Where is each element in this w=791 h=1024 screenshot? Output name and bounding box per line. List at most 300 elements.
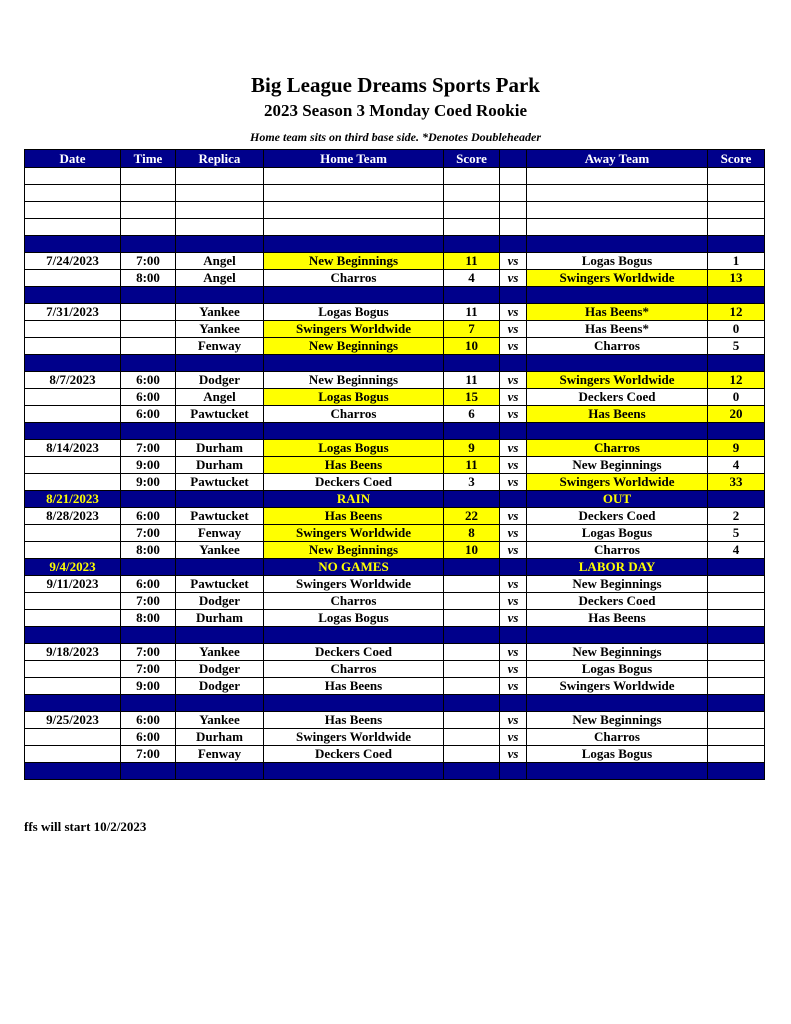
home-score-cell — [444, 576, 500, 593]
home-score-cell: 11 — [444, 457, 500, 474]
home-score-cell — [444, 729, 500, 746]
week-separator-row — [25, 355, 765, 372]
field-cell: Yankee — [176, 542, 264, 559]
home-team-cell: New Beginnings — [264, 372, 444, 389]
away-score-cell — [708, 661, 765, 678]
empty-cell — [176, 219, 264, 236]
home-score-cell: 6 — [444, 406, 500, 423]
separator-cell — [708, 763, 765, 780]
empty-cell — [121, 219, 176, 236]
away-score-cell: 33 — [708, 474, 765, 491]
time-cell: 9:00 — [121, 678, 176, 695]
separator-cell — [25, 695, 121, 712]
home-team-cell: Has Beens — [264, 678, 444, 695]
field-cell: Durham — [176, 457, 264, 474]
field-cell: Pawtucket — [176, 474, 264, 491]
separator-cell — [444, 355, 500, 372]
no-games-row — [25, 491, 765, 508]
empty-cell — [708, 202, 765, 219]
separator-cell — [121, 627, 176, 644]
field-cell: Pawtucket — [176, 576, 264, 593]
empty-cell — [444, 202, 500, 219]
col-header-home-score: Score — [444, 150, 500, 168]
game-row — [25, 372, 765, 389]
game-row — [25, 746, 765, 763]
field-cell: Yankee — [176, 304, 264, 321]
empty-cell — [500, 202, 527, 219]
away-team-cell: Swingers Worldwide — [527, 474, 708, 491]
date-cell — [25, 321, 121, 338]
empty-cell — [708, 168, 765, 185]
separator-cell — [708, 695, 765, 712]
field-cell: Yankee — [176, 321, 264, 338]
separator-cell — [527, 695, 708, 712]
separator-cell — [25, 355, 121, 372]
separator-cell — [708, 236, 765, 253]
separator-cell — [527, 236, 708, 253]
empty-cell — [25, 185, 121, 202]
away-team-cell: Deckers Coed — [527, 389, 708, 406]
away-score-cell: 4 — [708, 457, 765, 474]
separator-cell — [121, 423, 176, 440]
game-row — [25, 389, 765, 406]
vs-cell — [500, 491, 527, 508]
vs-cell: vs — [500, 321, 527, 338]
time-cell: 9:00 — [121, 474, 176, 491]
time-cell: 7:00 — [121, 253, 176, 270]
away-team-cell: Has Beens* — [527, 321, 708, 338]
empty-row — [25, 202, 765, 219]
separator-cell — [25, 627, 121, 644]
home-score-cell — [444, 678, 500, 695]
home-score-cell: 15 — [444, 389, 500, 406]
away-score-cell — [708, 610, 765, 627]
separator-cell — [500, 236, 527, 253]
separator-cell — [264, 763, 444, 780]
field-cell: Yankee — [176, 712, 264, 729]
away-team-cell: New Beginnings — [527, 457, 708, 474]
away-team-cell: Logas Bogus — [527, 525, 708, 542]
empty-cell — [708, 185, 765, 202]
time-cell — [121, 491, 176, 508]
time-cell — [121, 304, 176, 321]
table-header-row — [25, 150, 765, 168]
home-score-cell — [444, 491, 500, 508]
away-score-cell — [708, 729, 765, 746]
vs-cell: vs — [500, 406, 527, 423]
vs-cell: vs — [500, 746, 527, 763]
separator-cell — [25, 236, 121, 253]
field-cell: Dodger — [176, 372, 264, 389]
empty-cell — [25, 168, 121, 185]
empty-cell — [444, 219, 500, 236]
vs-cell: vs — [500, 644, 527, 661]
home-team-cell: NO GAMES — [264, 559, 444, 576]
empty-cell — [708, 219, 765, 236]
game-row — [25, 542, 765, 559]
game-row — [25, 610, 765, 627]
week-separator-row — [25, 423, 765, 440]
home-team-cell: Logas Bogus — [264, 610, 444, 627]
away-team-cell: Deckers Coed — [527, 508, 708, 525]
home-team-cell: Charros — [264, 406, 444, 423]
away-score-cell: 0 — [708, 321, 765, 338]
separator-cell — [264, 236, 444, 253]
away-team-cell: Charros — [527, 440, 708, 457]
away-team-cell: Logas Bogus — [527, 746, 708, 763]
empty-cell — [527, 168, 708, 185]
game-row — [25, 304, 765, 321]
no-games-row — [25, 559, 765, 576]
date-cell — [25, 746, 121, 763]
home-score-cell — [444, 712, 500, 729]
separator-cell — [264, 287, 444, 304]
time-cell — [121, 338, 176, 355]
away-score-cell: 4 — [708, 542, 765, 559]
vs-cell: vs — [500, 457, 527, 474]
field-cell — [176, 559, 264, 576]
separator-cell — [500, 763, 527, 780]
separator-cell — [25, 287, 121, 304]
game-row — [25, 644, 765, 661]
home-team-cell: Swingers Worldwide — [264, 321, 444, 338]
empty-cell — [264, 185, 444, 202]
col-header-home-team: Home Team — [264, 150, 444, 168]
home-team-cell: Swingers Worldwide — [264, 576, 444, 593]
time-cell: 6:00 — [121, 406, 176, 423]
empty-cell — [500, 219, 527, 236]
date-cell — [25, 474, 121, 491]
empty-cell — [121, 185, 176, 202]
game-row — [25, 457, 765, 474]
separator-cell — [444, 695, 500, 712]
separator-cell — [444, 287, 500, 304]
schedule-table — [24, 149, 765, 780]
time-cell: 7:00 — [121, 746, 176, 763]
empty-cell — [527, 219, 708, 236]
empty-cell — [176, 185, 264, 202]
away-team-cell: OUT — [527, 491, 708, 508]
date-cell — [25, 593, 121, 610]
separator-cell — [708, 355, 765, 372]
field-cell: Angel — [176, 270, 264, 287]
col-header-replica: Replica — [176, 150, 264, 168]
empty-cell — [444, 168, 500, 185]
vs-cell: vs — [500, 389, 527, 406]
separator-cell — [264, 355, 444, 372]
home-score-cell: 8 — [444, 525, 500, 542]
away-score-cell: 13 — [708, 270, 765, 287]
time-cell: 7:00 — [121, 440, 176, 457]
empty-cell — [500, 185, 527, 202]
field-cell: Fenway — [176, 338, 264, 355]
game-row — [25, 253, 765, 270]
away-team-cell: Charros — [527, 338, 708, 355]
empty-row — [25, 219, 765, 236]
away-score-cell — [708, 559, 765, 576]
schedule-note: Home team sits on third base side. *Denotes Doubleheader — [250, 130, 541, 144]
home-score-cell — [444, 661, 500, 678]
separator-cell — [500, 355, 527, 372]
empty-cell — [121, 168, 176, 185]
empty-cell — [264, 219, 444, 236]
home-score-cell: 10 — [444, 338, 500, 355]
field-cell: Durham — [176, 729, 264, 746]
away-score-cell: 12 — [708, 372, 765, 389]
home-score-cell: 9 — [444, 440, 500, 457]
away-team-cell: Swingers Worldwide — [527, 372, 708, 389]
col-header-away-team: Away Team — [527, 150, 708, 168]
separator-cell — [708, 627, 765, 644]
home-score-cell: 11 — [444, 253, 500, 270]
empty-cell — [25, 219, 121, 236]
empty-row — [25, 185, 765, 202]
empty-cell — [444, 185, 500, 202]
time-cell — [121, 321, 176, 338]
away-team-cell: Has Beens* — [527, 304, 708, 321]
game-row — [25, 729, 765, 746]
date-cell: 8/14/2023 — [25, 440, 121, 457]
home-score-cell — [444, 644, 500, 661]
vs-cell: vs — [500, 525, 527, 542]
away-score-cell — [708, 746, 765, 763]
away-team-cell: Deckers Coed — [527, 593, 708, 610]
home-team-cell: Has Beens — [264, 508, 444, 525]
separator-cell — [500, 627, 527, 644]
separator-cell — [708, 423, 765, 440]
separator-cell — [264, 695, 444, 712]
away-score-cell — [708, 593, 765, 610]
empty-cell — [121, 202, 176, 219]
date-cell — [25, 729, 121, 746]
vs-cell: vs — [500, 304, 527, 321]
vs-cell: vs — [500, 440, 527, 457]
game-row — [25, 338, 765, 355]
time-cell: 7:00 — [121, 644, 176, 661]
away-team-cell: New Beginnings — [527, 712, 708, 729]
empty-cell — [527, 185, 708, 202]
empty-cell — [25, 202, 121, 219]
home-team-cell: New Beginnings — [264, 253, 444, 270]
time-cell: 7:00 — [121, 593, 176, 610]
home-team-cell: Logas Bogus — [264, 304, 444, 321]
date-cell — [25, 457, 121, 474]
separator-cell — [25, 763, 121, 780]
empty-cell — [527, 202, 708, 219]
separator-cell — [527, 627, 708, 644]
game-row — [25, 440, 765, 457]
separator-cell — [176, 627, 264, 644]
home-score-cell: 22 — [444, 508, 500, 525]
week-separator-row — [25, 236, 765, 253]
away-score-cell: 9 — [708, 440, 765, 457]
away-score-cell — [708, 644, 765, 661]
vs-cell: vs — [500, 508, 527, 525]
page-title: Big League Dreams Sports Park — [251, 73, 540, 97]
game-row — [25, 593, 765, 610]
date-cell: 8/7/2023 — [25, 372, 121, 389]
game-row — [25, 474, 765, 491]
empty-row — [25, 168, 765, 185]
separator-cell — [121, 236, 176, 253]
away-team-cell: New Beginnings — [527, 644, 708, 661]
field-cell: Angel — [176, 389, 264, 406]
time-cell: 6:00 — [121, 729, 176, 746]
vs-cell: vs — [500, 661, 527, 678]
away-team-cell: New Beginnings — [527, 576, 708, 593]
playoffs-note: ffs will start 10/2/2023 — [24, 819, 147, 834]
away-team-cell: Logas Bogus — [527, 661, 708, 678]
separator-cell — [121, 763, 176, 780]
week-separator-row — [25, 287, 765, 304]
away-team-cell: Logas Bogus — [527, 253, 708, 270]
separator-cell — [500, 287, 527, 304]
time-cell: 6:00 — [121, 372, 176, 389]
separator-cell — [176, 423, 264, 440]
date-cell — [25, 542, 121, 559]
separator-cell — [527, 423, 708, 440]
away-team-cell: Has Beens — [527, 406, 708, 423]
separator-cell — [444, 423, 500, 440]
date-cell: 8/21/2023 — [25, 491, 121, 508]
empty-cell — [176, 202, 264, 219]
time-cell: 7:00 — [121, 661, 176, 678]
game-row — [25, 508, 765, 525]
home-score-cell: 4 — [444, 270, 500, 287]
away-score-cell — [708, 678, 765, 695]
vs-cell: vs — [500, 729, 527, 746]
separator-cell — [444, 763, 500, 780]
time-cell: 8:00 — [121, 610, 176, 627]
time-cell: 6:00 — [121, 712, 176, 729]
date-cell: 9/11/2023 — [25, 576, 121, 593]
date-cell — [25, 525, 121, 542]
game-row — [25, 712, 765, 729]
home-team-cell: Charros — [264, 270, 444, 287]
field-cell — [176, 491, 264, 508]
home-team-cell: Logas Bogus — [264, 440, 444, 457]
separator-cell — [444, 236, 500, 253]
time-cell: 8:00 — [121, 542, 176, 559]
col-header-date: Date — [25, 150, 121, 168]
vs-cell: vs — [500, 474, 527, 491]
vs-cell: vs — [500, 270, 527, 287]
date-cell — [25, 338, 121, 355]
game-row — [25, 406, 765, 423]
away-team-cell: LABOR DAY — [527, 559, 708, 576]
separator-cell — [176, 355, 264, 372]
separator-cell — [25, 423, 121, 440]
away-score-cell: 1 — [708, 253, 765, 270]
separator-cell — [527, 287, 708, 304]
separator-cell — [176, 695, 264, 712]
separator-cell — [176, 287, 264, 304]
vs-cell: vs — [500, 610, 527, 627]
time-cell: 6:00 — [121, 508, 176, 525]
home-score-cell: 11 — [444, 372, 500, 389]
home-team-cell: Swingers Worldwide — [264, 729, 444, 746]
field-cell: Dodger — [176, 678, 264, 695]
away-team-cell: Has Beens — [527, 610, 708, 627]
home-score-cell: 7 — [444, 321, 500, 338]
away-score-cell — [708, 491, 765, 508]
home-team-cell: Logas Bogus — [264, 389, 444, 406]
separator-cell — [444, 627, 500, 644]
field-cell: Durham — [176, 610, 264, 627]
vs-cell: vs — [500, 338, 527, 355]
schedule-body — [25, 168, 765, 780]
home-score-cell: 3 — [444, 474, 500, 491]
home-score-cell: 11 — [444, 304, 500, 321]
date-cell — [25, 406, 121, 423]
empty-cell — [264, 202, 444, 219]
col-header-time: Time — [121, 150, 176, 168]
date-cell — [25, 610, 121, 627]
empty-cell — [264, 168, 444, 185]
away-score-cell: 0 — [708, 389, 765, 406]
vs-cell: vs — [500, 542, 527, 559]
field-cell: Fenway — [176, 525, 264, 542]
field-cell: Pawtucket — [176, 508, 264, 525]
home-score-cell — [444, 610, 500, 627]
away-team-cell: Charros — [527, 729, 708, 746]
vs-cell: vs — [500, 372, 527, 389]
field-cell: Yankee — [176, 644, 264, 661]
time-cell: 9:00 — [121, 457, 176, 474]
home-score-cell: 10 — [444, 542, 500, 559]
game-row — [25, 321, 765, 338]
home-score-cell — [444, 559, 500, 576]
away-team-cell: Swingers Worldwide — [527, 678, 708, 695]
date-cell — [25, 678, 121, 695]
col-header-away-score: Score — [708, 150, 765, 168]
away-team-cell: Swingers Worldwide — [527, 270, 708, 287]
col-header-vs — [500, 150, 527, 168]
game-row — [25, 270, 765, 287]
home-team-cell: New Beginnings — [264, 542, 444, 559]
date-cell: 8/28/2023 — [25, 508, 121, 525]
home-score-cell — [444, 746, 500, 763]
field-cell: Fenway — [176, 746, 264, 763]
away-score-cell: 12 — [708, 304, 765, 321]
week-separator-row — [25, 763, 765, 780]
home-team-cell: New Beginnings — [264, 338, 444, 355]
date-cell: 7/31/2023 — [25, 304, 121, 321]
empty-cell — [176, 168, 264, 185]
away-score-cell — [708, 712, 765, 729]
date-cell — [25, 270, 121, 287]
separator-cell — [500, 423, 527, 440]
field-cell: Dodger — [176, 593, 264, 610]
game-row — [25, 661, 765, 678]
game-row — [25, 678, 765, 695]
vs-cell: vs — [500, 576, 527, 593]
game-row — [25, 525, 765, 542]
game-row — [25, 576, 765, 593]
separator-cell — [121, 695, 176, 712]
empty-cell — [500, 168, 527, 185]
date-cell: 9/4/2023 — [25, 559, 121, 576]
time-cell: 7:00 — [121, 525, 176, 542]
page-subtitle: 2023 Season 3 Monday Coed Rookie — [263, 101, 528, 120]
separator-cell — [264, 627, 444, 644]
vs-cell: vs — [500, 593, 527, 610]
home-team-cell: Deckers Coed — [264, 746, 444, 763]
separator-cell — [708, 287, 765, 304]
vs-cell: vs — [500, 253, 527, 270]
separator-cell — [500, 695, 527, 712]
week-separator-row — [25, 627, 765, 644]
